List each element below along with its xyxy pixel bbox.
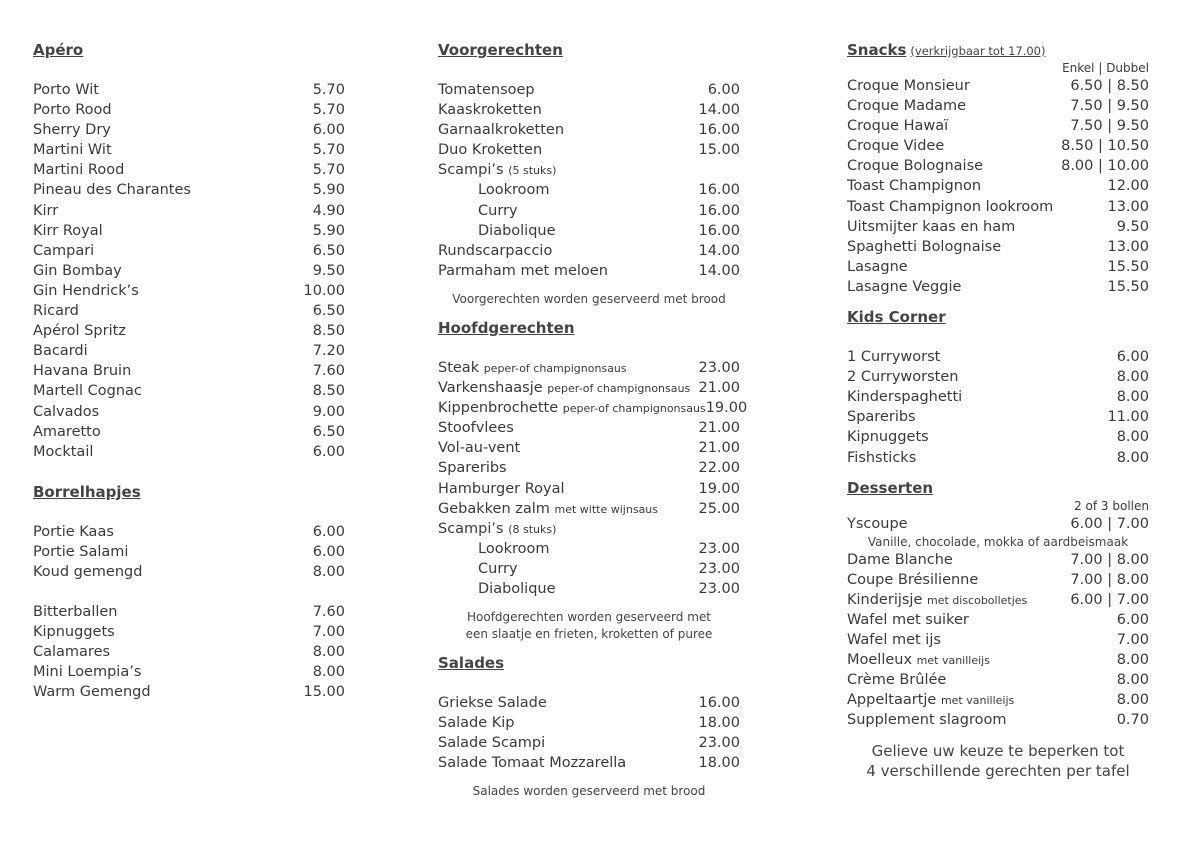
menu-item [438, 458, 740, 478]
menu-item-price: 19.00 [698, 480, 740, 497]
menu-item-price: 7.00 [1116, 632, 1149, 649]
menu-item-price: 9.50 [1116, 218, 1149, 235]
menu-item-description: met discobolletjes [926, 593, 1028, 607]
column-drinks [33, 40, 345, 703]
menu-item-name: Kinderijsje met discobolletjes [847, 591, 1028, 608]
menu-item-name: Moelleux met vanilleijs [847, 652, 990, 669]
menu-item-price: 9.50 [312, 262, 345, 279]
menu-item-name: Portie Kaas [33, 523, 114, 540]
menu-item-name: Kirr Royal [33, 222, 103, 239]
menu-item [33, 341, 345, 361]
menu-item-name: Mini Loempia’s [33, 664, 142, 681]
menu-item-yscoupe: Yscoupe 6.00 | 7.00 [847, 515, 1149, 532]
menu-item-price: 14.00 [698, 102, 740, 119]
menu-item-price: 5.90 [312, 182, 345, 199]
menu-item-description: peper-of champignonsaus [547, 382, 691, 396]
menu-item [847, 277, 1149, 297]
section-title-borrelhapjes: Borrelhapjes [33, 482, 141, 501]
menu-item-name: Gin Bombay [33, 262, 122, 279]
menu-item [847, 407, 1149, 427]
menu-item [847, 76, 1149, 96]
menu-item-price: 6.00 [1116, 611, 1149, 628]
menu-item-name: Duo Kroketten [438, 142, 543, 159]
menu-item-description: met vanilleijs [916, 654, 990, 668]
menu-item [438, 261, 740, 281]
menu-item-price: 8.00 [1116, 389, 1149, 406]
menu-item-name: Amaretto [33, 423, 101, 440]
menu-item-name: Lookroom [478, 540, 550, 557]
menu-item-price: 11.00 [1107, 409, 1149, 426]
borrelhapjes-list-cold [33, 522, 345, 582]
menu-item [847, 690, 1149, 710]
menu-item-price: 21.00 [698, 380, 740, 397]
menu-item-price: 14.00 [698, 262, 740, 279]
menu-item-price: 5.70 [312, 102, 345, 119]
menu-item [438, 418, 740, 438]
menu-item-price: 6.00 [312, 122, 345, 139]
menu-item-name: Spaghetti Bolognaise [847, 238, 1002, 255]
menu-item-price: 23.00 [698, 540, 740, 557]
menu-item-price: 15.00 [303, 684, 345, 701]
menu-item [438, 753, 740, 773]
menu-item [438, 180, 740, 200]
menu-item-name: Havana Bruin [33, 363, 132, 380]
menu-item-price: 7.60 [312, 363, 345, 380]
menu-item [438, 693, 740, 713]
menu-item [847, 197, 1149, 217]
menu-item-name: Uitsmijter kaas en ham [847, 218, 1016, 235]
menu-item-price: 5.70 [312, 82, 345, 98]
menu-item-name: Dame Blanche [847, 551, 953, 568]
menu-item-name: Croque Hawaï [847, 118, 949, 135]
menu-item-name: Pineau des Charantes [33, 182, 191, 199]
menu-item-price: 8.00 [312, 563, 345, 580]
menu-item-price: 15.50 [1107, 258, 1149, 275]
menu-item-price: 9.00 [312, 403, 345, 420]
menu-item [847, 590, 1149, 610]
menu-item-name: Croque Monsieur [847, 78, 970, 94]
menu-item [847, 156, 1149, 176]
menu-item [847, 448, 1149, 468]
menu-item [33, 422, 345, 442]
menu-item-price: 6.00 [312, 523, 345, 540]
apero-list [33, 80, 345, 462]
menu-item [438, 713, 740, 733]
menu-item-name: Gin Hendrick’s [33, 282, 139, 299]
menu-item-price: 16.00 [698, 202, 740, 219]
menu-item [438, 378, 740, 398]
menu-item-price: 8.00 [1116, 449, 1149, 466]
menu-item [847, 630, 1149, 650]
section-title-voorgerechten: Voorgerechten [438, 41, 563, 59]
menu-item-name: Kinderspaghetti [847, 389, 963, 406]
menu-item-price: 8.50 [312, 323, 345, 340]
menu-item-scampi-hoofd: Scampi’s (8 stuks) [438, 520, 557, 537]
menu-item-price: 25.00 [698, 500, 740, 517]
menu-item-name: Campari [33, 242, 95, 259]
menu-item [33, 100, 345, 120]
menu-item [847, 650, 1149, 670]
menu-item [847, 257, 1149, 277]
menu-item-price: 6.00 [707, 82, 740, 98]
menu-item-price: 21.00 [698, 440, 740, 457]
menu-item-price: 0.70 [1116, 712, 1149, 729]
voorgerechten-list [438, 80, 740, 160]
menu-item-name: Lasagne [847, 258, 908, 275]
column-mains [438, 40, 748, 800]
menu-item [438, 559, 740, 579]
section-title-desserten: Desserten [847, 478, 934, 497]
column-snacks [847, 40, 1149, 781]
menu-item-price: 18.00 [698, 715, 740, 732]
menu-item-name: Garnaalkroketten [438, 122, 565, 139]
kids-list [847, 347, 1149, 468]
menu-item-price: 7.20 [312, 343, 345, 360]
menu-item-price: 19.00 [705, 400, 748, 417]
salades-note: Salades worden geserveerd met brood [472, 784, 706, 799]
menu-item-price: 4.90 [312, 202, 345, 219]
menu-item-price: 6.00 [1116, 349, 1149, 366]
menu-item-name: Coupe Brésilienne [847, 571, 979, 588]
menu-item-price: 13.00 [1107, 198, 1149, 215]
menu-item-name: Salade Kip [438, 715, 515, 732]
menu-item-price: 23.00 [698, 560, 740, 577]
menu-item-price: 16.00 [698, 222, 740, 239]
snacks-list [847, 76, 1149, 297]
menu-item-description: peper-of champignonsaus [562, 402, 706, 416]
menu-item [33, 180, 345, 200]
menu-item-name: Griekse Salade [438, 695, 547, 712]
menu-item [847, 176, 1149, 196]
menu-item-price: 6.00 | 7.00 [1070, 591, 1149, 608]
menu-item [33, 662, 345, 682]
section-title-apero: Apéro [33, 41, 84, 59]
menu-item-name: Calamares [33, 644, 111, 661]
menu-item-price: 5.90 [312, 222, 345, 239]
menu-item-price: 6.50 [312, 423, 345, 440]
menu-item-name: Kirr [33, 202, 59, 219]
menu-item [33, 562, 345, 582]
menu-item-name: Supplement slagroom [847, 712, 1007, 729]
menu-item [847, 610, 1149, 630]
menu-item-price: 10.00 [303, 282, 345, 299]
menu-item-price: 15.00 [698, 142, 740, 159]
menu-item [847, 387, 1149, 407]
hoofdgerechten-note-line2: een slaatje en frieten, kroketten of puree [465, 627, 713, 642]
voorgerechten-note: Voorgerechten worden geserveerd met brood [452, 291, 726, 306]
menu-item-name: Kippenbrochette peper-of champignonsaus [438, 400, 706, 417]
menu-item-name: Diabolique [478, 580, 556, 597]
menu-item [847, 550, 1149, 570]
menu-item [33, 522, 345, 542]
menu-item [847, 136, 1149, 156]
menu-item-price: 12.00 [1107, 178, 1149, 195]
menu-item-name: Crème Brûlée [847, 672, 947, 689]
footer-note-line1: Gelieve uw keuze te beperken tot [871, 741, 1125, 760]
menu-item [438, 733, 740, 753]
menu-item-name: Curry [478, 202, 518, 219]
hoofdgerechten-list [438, 358, 748, 519]
menu-item [33, 281, 345, 301]
menu-item [33, 402, 345, 422]
menu-item-price: 5.70 [312, 162, 345, 179]
menu-item-name: Spareribs [847, 409, 916, 426]
menu-item [847, 116, 1149, 136]
menu-item-name: Wafel met ijs [847, 632, 941, 649]
menu-item [33, 321, 345, 341]
menu-item-name: Rundscarpaccio [438, 242, 553, 259]
section-title-hoofdgerechten: Hoofdgerechten [438, 318, 575, 337]
menu-item-name: 2 Curryworsten [847, 369, 959, 386]
menu-item [847, 367, 1149, 387]
menu-item-name: Salade Tomaat Mozzarella [438, 755, 627, 772]
menu-item [847, 96, 1149, 116]
menu-item-name: Calvados [33, 403, 100, 420]
menu-item-name: Portie Salami [33, 543, 129, 560]
menu-item-price: 23.00 [698, 359, 740, 376]
menu-item-name: Lookroom [478, 182, 550, 199]
menu-item-name: Croque Bolognaise [847, 158, 984, 175]
menu-item [33, 120, 345, 140]
menu-item-name: Parmaham met meloen [438, 262, 608, 279]
menu-item-name: Hamburger Royal [438, 480, 565, 497]
menu-item [33, 602, 345, 622]
hoofdgerechten-scampi-list [438, 539, 740, 599]
menu-item [33, 642, 345, 662]
menu-item [438, 438, 740, 458]
menu-item-name: Koud gemengd [33, 563, 143, 580]
menu-item-price: 5.70 [312, 142, 345, 159]
menu-item-price: 6.00 [312, 543, 345, 560]
menu-item [33, 381, 345, 401]
menu-item [33, 361, 345, 381]
section-title-kids: Kids Corner [847, 308, 946, 327]
menu-item-name: Salade Scampi [438, 735, 546, 752]
menu-item [33, 442, 345, 462]
menu-item-price: 16.00 [698, 122, 740, 139]
menu-item [847, 710, 1149, 730]
menu-item-price: 13.00 [1107, 238, 1149, 255]
menu-item-price: 7.00 [312, 624, 345, 641]
menu-item-name: Martini Wit [33, 142, 112, 159]
menu-item-name: Diabolique [478, 222, 556, 239]
menu-item-name: Curry [478, 560, 518, 577]
menu-item [438, 241, 740, 261]
desserten-size-header: 2 of 3 bollen [1074, 498, 1149, 513]
menu-item [33, 542, 345, 562]
menu-item-price: 6.50 [312, 242, 345, 259]
menu-item-name: Tomatensoep [438, 82, 535, 98]
menu-item-name: Kipnuggets [847, 429, 929, 446]
menu-item-price: 8.00 [312, 644, 345, 661]
menu-item-name: Lasagne Veggie [847, 278, 962, 295]
menu-item-price: 7.50 | 9.50 [1070, 118, 1149, 135]
menu-item-price: 16.00 [698, 695, 740, 712]
menu-item-price: 7.00 | 8.00 [1070, 571, 1149, 588]
menu-item [438, 398, 748, 418]
menu-item [847, 670, 1149, 690]
menu-item-price: 6.50 | 8.50 [1070, 78, 1149, 94]
menu-item-description: met witte wijnsaus [554, 502, 659, 516]
menu-item-name: Varkenshaasje peper-of champignonsaus [438, 380, 691, 397]
menu-item-name: Kipnuggets [33, 624, 115, 641]
menu-item-price: 8.00 [1116, 369, 1149, 386]
menu-item [33, 80, 345, 100]
section-title-salades: Salades [438, 654, 505, 673]
menu-item-description: peper-of champignonsaus [483, 361, 627, 375]
menu-item [438, 479, 740, 499]
menu-item [847, 427, 1149, 447]
menu-item [438, 579, 740, 599]
menu-item-price: 18.00 [698, 755, 740, 772]
menu-item-price: 8.00 [1116, 429, 1149, 446]
menu-item-name: Stoofvlees [438, 420, 514, 437]
menu-item [847, 237, 1149, 257]
menu-item-name: Toast Champignon [847, 178, 982, 195]
menu-item-name: Gebakken zalm met witte wijnsaus [438, 500, 659, 517]
menu-item-price: 8.00 [1116, 672, 1149, 689]
menu-item-price: 21.00 [698, 420, 740, 437]
snacks-availability-note: (verkrijgbaar tot 17.00) [910, 44, 1046, 58]
menu-item-name: Bitterballen [33, 604, 118, 621]
footer-note-line2: 4 verschillende gerechten per tafel [866, 761, 1130, 780]
menu-item-price: 15.50 [1107, 278, 1149, 295]
menu-item-name: Bacardi [33, 343, 88, 360]
voorgerechten-list-2 [438, 241, 740, 281]
menu-item-name: Wafel met suiker [847, 611, 969, 628]
menu-item-name: Vol-au-vent [438, 440, 521, 457]
menu-item [438, 120, 740, 140]
menu-item [847, 570, 1149, 590]
menu-item-name: Croque Madame [847, 98, 967, 115]
menu-item [438, 358, 740, 378]
desserten-list [847, 550, 1149, 731]
menu-item [33, 241, 345, 261]
menu-item [438, 100, 740, 120]
menu-item-name: Appeltaartje met vanilleijs [847, 692, 1015, 709]
voorgerechten-scampi-list [438, 180, 740, 240]
menu-item-price: 8.00 [1116, 652, 1149, 669]
hoofdgerechten-note-line1: Hoofdgerechten worden geserveerd met [467, 610, 711, 625]
menu-item-name: Kaaskroketten [438, 102, 542, 119]
salades-list [438, 693, 740, 773]
menu-item-name: Fishsticks [847, 449, 917, 466]
menu-item-name: Sherry Dry [33, 122, 111, 139]
menu-item-price: 8.00 [1116, 692, 1149, 709]
menu-item-price: 6.50 [312, 303, 345, 320]
section-title-snacks: Snacks (verkrijgbaar tot 17.00) [847, 41, 1046, 59]
menu-item [438, 201, 740, 221]
menu-item-name: Ricard [33, 303, 79, 320]
menu-item-price: 6.00 [312, 443, 345, 460]
snacks-size-header: Enkel | Dubbel [1062, 61, 1149, 75]
menu-item-name: Toast Champignon lookroom [847, 198, 1054, 215]
menu-item [438, 499, 740, 519]
menu-item-name: Steak peper-of champignonsaus [438, 359, 627, 376]
menu-item-price: 7.50 | 9.50 [1070, 98, 1149, 115]
menu-item-price: 8.00 [312, 664, 345, 681]
menu-item-price: 8.00 | 10.00 [1061, 158, 1149, 175]
menu-item [33, 160, 345, 180]
menu-item-price: 16.00 [698, 182, 740, 199]
menu-item-price: 7.60 [312, 604, 345, 621]
menu-item [438, 221, 740, 241]
menu-item-name: Martini Rood [33, 162, 125, 179]
menu-item [33, 140, 345, 160]
menu-item [438, 80, 740, 100]
menu-item-name: Warm Gemengd [33, 684, 151, 701]
menu-item-name: Martell Cognac [33, 383, 142, 400]
menu-item-name: Spareribs [438, 460, 507, 477]
menu-item [33, 201, 345, 221]
menu-item-name: 1 Curryworst [847, 349, 941, 366]
menu-item-name: Croque Videe [847, 138, 945, 155]
menu-item [438, 140, 740, 160]
menu-item-price: 14.00 [698, 242, 740, 259]
menu-item [33, 682, 345, 702]
menu-item-name: Porto Rood [33, 102, 112, 119]
menu-item [33, 622, 345, 642]
menu-item [33, 301, 345, 321]
menu-item-description: met vanilleijs [940, 694, 1015, 708]
menu-item [438, 539, 740, 559]
menu-item [33, 261, 345, 281]
menu-item-name: Apérol Spritz [33, 323, 126, 340]
menu-item-scampi-voor: Scampi’s (5 stuks) [438, 162, 557, 179]
menu-item-price: 8.50 [312, 383, 345, 400]
menu-item-price: 23.00 [698, 735, 740, 752]
menu-item-price: 22.00 [698, 460, 740, 477]
borrelhapjes-list-warm [33, 602, 345, 702]
menu-item-name: Mocktail [33, 443, 94, 460]
yscoupe-flavours-note: Vanille, chocolade, mokka of aardbeismaak [867, 534, 1129, 549]
menu-item [847, 347, 1149, 367]
menu-item [33, 221, 345, 241]
menu-item-price: 7.00 | 8.00 [1070, 551, 1149, 568]
menu-item-name: Porto Wit [33, 82, 99, 98]
menu-item [847, 217, 1149, 237]
menu-item-price: 23.00 [698, 580, 740, 597]
menu-item-price: 8.50 | 10.50 [1061, 138, 1149, 155]
